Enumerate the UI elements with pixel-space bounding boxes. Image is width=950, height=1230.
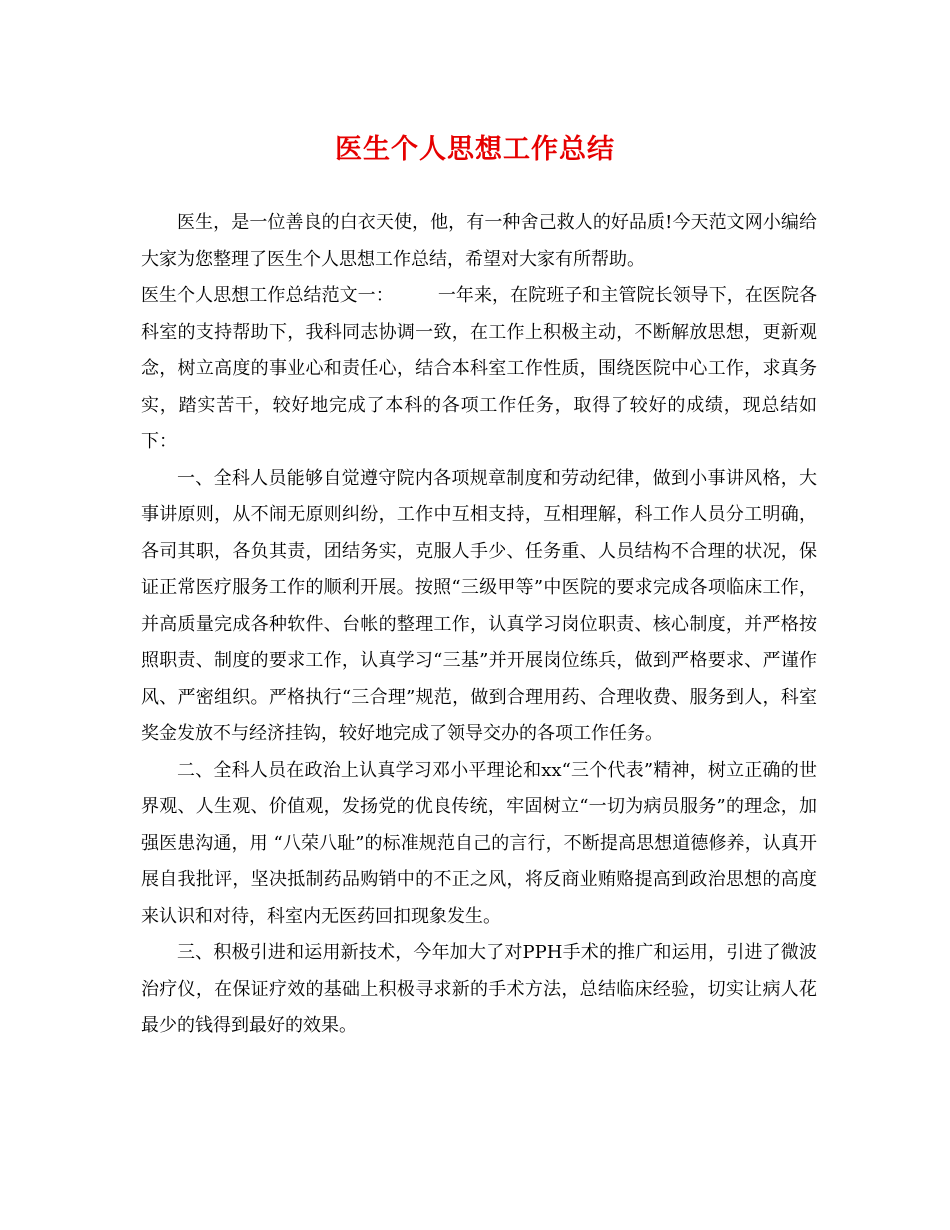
paragraph-2: 二、全科人员在政治上认真学习邓小平理论和xx“三个代表”精神，树立正确的世界观、人生观、价值观，发扬党的优良传统，牢固树立“一切为病员服务”的理念，加强医患沟通，用 “八荣八耻”的标准规范自己的言行，不断提高思想道德修养，认真开展自我批评，坚决抵制药品购销中的不正之风，将反商业贿赂提高到政治思想的高度来认识和对待，科室内无医药回扣现象发生。 [141, 759, 817, 927]
document-body [141, 205, 817, 1045]
intro-paragraph: 医生，是一位善良的白衣天使，他，有一种舍己救人的好品质!今天范文网小编给大家为您整理了医生个人思想工作总结，希望对大家有所帮助。 [141, 212, 817, 270]
section-first-text: 一年来，在院班子和主管院长领导下，在医院各科室的支持帮助下，我科同志协调一致，在工作上积极主动，不断解放思想，更新观念，树立高度的事业心和责任心，结合本科室工作性质，围绕医院中心工作，求真务实，踏实苦干，较好地完成了本科的各项工作任务，取得了较好的成绩，现总结如下： [141, 285, 818, 452]
section-label: 医生个人思想工作总结范文一： [141, 285, 394, 306]
document-title: 医生个人思想工作总结 [335, 134, 615, 165]
paragraph-3: 三、积极引进和运用新技术，今年加大了对PPH手术的推广和运用，引进了微波治疗仪，在保证疗效的基础上积极寻求新的手术方法，总结临床经验，切实让病人花最少的钱得到最好的效果。 [141, 942, 817, 1036]
paragraph-1: 一、全科人员能够自觉遵守院内各项规章制度和劳动纪律，做到小事讲风格，大事讲原则，从不闹无原则纠纷，工作中互相支持，互相理解，科工作人员分工明确，各司其职，各负其责，团结务实，克服人手少、任务重、人员结构不合理的状况，保证正常医疗服务工作的顺利开展。按照“三级甲等”中医院的要求完成各项临床工作，并高质量完成各种软件、台帐的整理工作，认真学习岗位职责、核心制度，并严格按照职责、制度的要求工作，认真学习“三基”并开展岗位练兵，做到严格要求、严谨作风、严密组织。严格执行“三合理”规范，做到合理用药、合理收费、服务到人，科室奖金发放不与经济挂钩，较好地完成了领导交办的各项工作任务。 [141, 467, 817, 744]
section-paragraph [141, 278, 817, 461]
